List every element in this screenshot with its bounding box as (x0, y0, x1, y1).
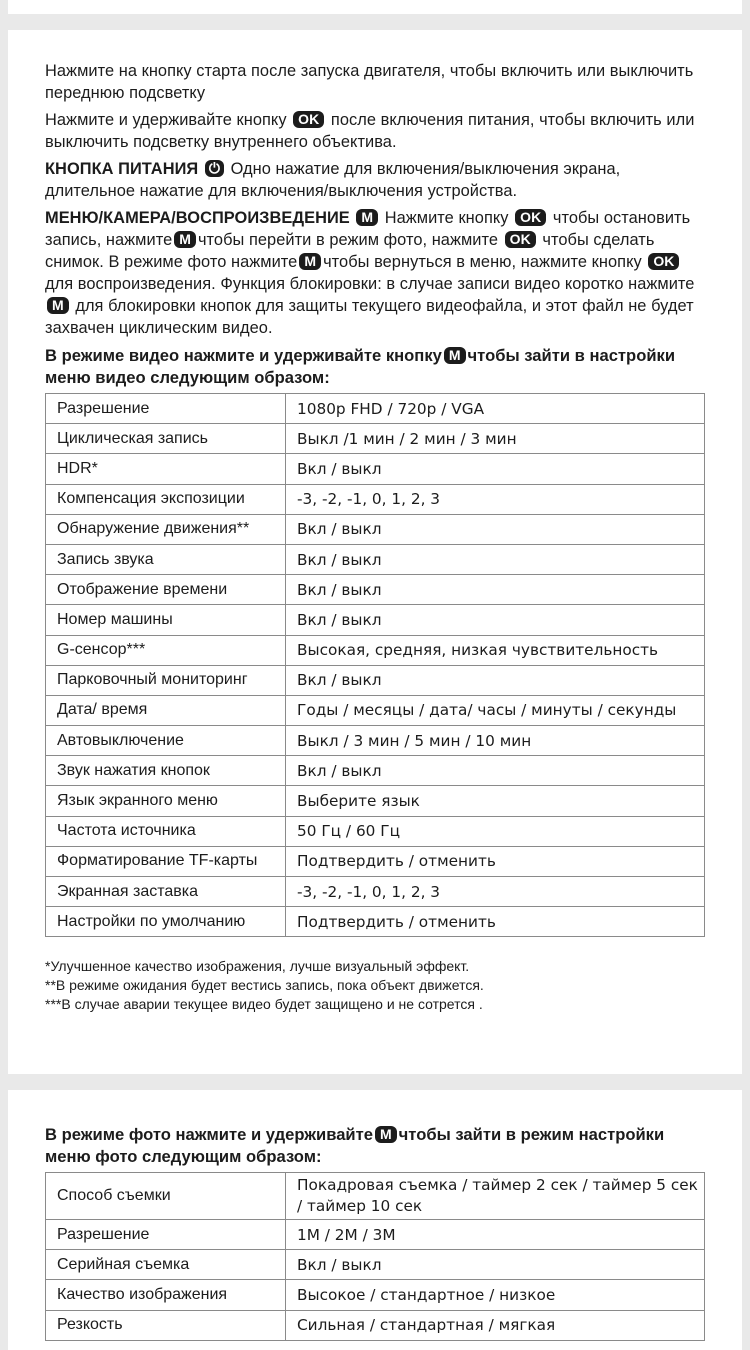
m-key-icon: M (444, 347, 466, 364)
photo-menu-heading (45, 1124, 705, 1168)
table-row (46, 394, 705, 424)
menu-button-paragraph (45, 207, 705, 339)
table-row (46, 786, 705, 816)
table-row (46, 1280, 705, 1310)
table-row (46, 544, 705, 574)
ok-key-icon: OK (515, 209, 546, 226)
video-menu-heading (45, 345, 705, 389)
table-row (46, 907, 705, 937)
setting-name-cell: Форматирование TF-карты (46, 846, 286, 876)
table-row (46, 1310, 705, 1340)
table-row (46, 877, 705, 907)
table-row (46, 575, 705, 605)
table-row (46, 514, 705, 544)
power-button-paragraph (45, 158, 705, 202)
setting-name-cell: Серийная съемка (46, 1250, 286, 1280)
setting-name-cell: Номер машины (46, 605, 286, 635)
power-icon: ⏻ (205, 160, 224, 177)
footnote: ***В случае аварии текущее видео будет защищено и не сотрется . (45, 996, 483, 1013)
setting-value-cell: Вкл / выкл (286, 575, 705, 605)
setting-name-cell: Язык экранного меню (46, 786, 286, 816)
power-button-text: Одно нажатие для включения/выключения экрана, длительное нажатие для включения/выключения устройства. (45, 160, 621, 200)
setting-name-cell: Автовыключение (46, 726, 286, 756)
menu-text-3: чтобы перейти в режим фото, нажмите (197, 231, 499, 249)
setting-value-cell: -3, -2, -1, 0, 1, 2, 3 (286, 484, 705, 514)
manual-page-2 (8, 1090, 742, 1350)
table-row (46, 454, 705, 484)
menu-text-4: чтобы сделать снимок. В режиме фото нажмите (45, 231, 655, 271)
setting-value-cell: Выкл / 3 мин / 5 мин / 10 мин (286, 726, 705, 756)
setting-value-cell: 1080p FHD / 720p / VGA (286, 394, 705, 424)
setting-name-cell: Способ съемки (46, 1173, 286, 1220)
setting-name-cell: Звук нажатия кнопок (46, 756, 286, 786)
table-row (46, 665, 705, 695)
table-row (46, 1250, 705, 1280)
inner-light-paragraph (45, 109, 705, 153)
setting-name-cell: HDR* (46, 454, 286, 484)
m-key-icon: M (174, 231, 196, 248)
m-key-icon: M (47, 297, 69, 314)
photo-heading-text-1: В режиме фото нажмите и удерживайте (45, 1125, 373, 1144)
setting-value-cell: Высокая, средняя, низкая чувствительность (286, 635, 705, 665)
table-row (46, 695, 705, 725)
table-row (46, 1173, 705, 1220)
setting-value-cell: Годы / месяцы / дата/ часы / минуты / секунды (286, 695, 705, 725)
table-row (46, 1220, 705, 1250)
inner-light-text-1: Нажмите и удерживайте кнопку (45, 111, 287, 129)
photo-settings-table (45, 1172, 705, 1341)
setting-value-cell: -3, -2, -1, 0, 1, 2, 3 (286, 877, 705, 907)
inner-light-text-2: после включения питания, чтобы включить или выключить подсветку внутреннего объектива. (45, 111, 695, 151)
setting-name-cell: Обнаружение движения** (46, 514, 286, 544)
setting-name-cell: Отображение времени (46, 575, 286, 605)
ok-key-icon: OK (505, 231, 536, 248)
photo-heading-text-2: чтобы зайти в режим настройки меню фото следующим образом: (45, 1125, 665, 1166)
manual-page-1 (8, 30, 742, 1074)
setting-value-cell: Вкл / выкл (286, 756, 705, 786)
setting-name-cell: Качество изображения (46, 1280, 286, 1310)
setting-value-cell: Вкл / выкл (286, 544, 705, 574)
table-row (46, 816, 705, 846)
setting-value-cell: 50 Гц / 60 Гц (286, 816, 705, 846)
footnote: **В режиме ожидания будет вестись запись, пока объект движется. (45, 977, 484, 994)
setting-value-cell: Подтвердить / отменить (286, 846, 705, 876)
footnote: *Улучшенное качество изображения, лучше визуальный эффект. (45, 958, 470, 975)
setting-value-cell: Вкл / выкл (286, 1250, 705, 1280)
setting-value-cell: Высокое / стандартное / низкое (286, 1280, 705, 1310)
setting-name-cell: Разрешение (46, 394, 286, 424)
setting-value-cell: Вкл / выкл (286, 454, 705, 484)
table-row (46, 756, 705, 786)
setting-value-cell: 1M / 2M / 3M (286, 1220, 705, 1250)
setting-value-cell: Выберите язык (286, 786, 705, 816)
setting-name-cell: G-сенсор*** (46, 635, 286, 665)
menu-text-2: чтобы остановить запись, нажмите (45, 209, 691, 249)
menu-text-6: для воспроизведения. Функция блокировки: в случае записи видео коротко нажмите (45, 275, 695, 293)
table-row (46, 424, 705, 454)
setting-value-cell: Выкл /1 мин / 2 мин / 3 мин (286, 424, 705, 454)
setting-name-cell: Частота источника (46, 816, 286, 846)
table-row (46, 484, 705, 514)
setting-value-cell: Подтвердить / отменить (286, 907, 705, 937)
menu-text-5: чтобы вернуться в меню, нажмите кнопку (323, 253, 642, 271)
setting-name-cell: Резкость (46, 1310, 286, 1340)
setting-name-cell: Экранная заставка (46, 877, 286, 907)
video-settings-table (45, 393, 705, 937)
previous-page-edge (8, 0, 742, 14)
ok-key-icon: OK (648, 253, 679, 270)
table-row (46, 605, 705, 635)
setting-value-cell: Сильная / стандартная / мягкая (286, 1310, 705, 1340)
m-key-icon: M (356, 209, 378, 226)
menu-button-label: МЕНЮ/КАМЕРА/ВОСПРОИЗВЕДЕНИЕ (45, 209, 350, 227)
video-heading-text-1: В режиме видео нажмите и удерживайте кнопку (45, 346, 442, 365)
setting-value-cell: Вкл / выкл (286, 665, 705, 695)
setting-name-cell: Парковочный мониторинг (46, 665, 286, 695)
setting-name-cell: Разрешение (46, 1220, 286, 1250)
setting-name-cell: Дата/ время (46, 695, 286, 725)
setting-name-cell: Запись звука (46, 544, 286, 574)
setting-name-cell: Циклическая запись (46, 424, 286, 454)
video-heading-text-2: чтобы зайти в настройки меню видео следующим образом: (45, 346, 676, 387)
setting-value-cell: Вкл / выкл (286, 514, 705, 544)
setting-value-cell: Покадровая съемка / таймер 2 сек / таймер 5 сек / таймер 10 сек (286, 1173, 705, 1220)
m-key-icon: M (299, 253, 321, 270)
setting-name-cell: Компенсация экспозиции (46, 484, 286, 514)
menu-text-1: Нажмите кнопку (384, 209, 509, 227)
power-button-label: КНОПКА ПИТАНИЯ (45, 160, 199, 178)
table-row (46, 726, 705, 756)
menu-text-7: для блокировки кнопок для защиты текущего видеофайла, и этот файл не будет захвачен циклическим видео. (45, 297, 694, 337)
m-key-icon: M (375, 1126, 397, 1143)
setting-value-cell: Вкл / выкл (286, 605, 705, 635)
table-row (46, 635, 705, 665)
setting-name-cell: Настройки по умолчанию (46, 907, 286, 937)
front-light-paragraph: Нажмите на кнопку старта после запуска двигателя, чтобы включить или выключить переднюю подсветку (45, 62, 694, 102)
footnotes (45, 957, 705, 1014)
ok-key-icon: OK (293, 111, 324, 128)
table-row (46, 846, 705, 876)
